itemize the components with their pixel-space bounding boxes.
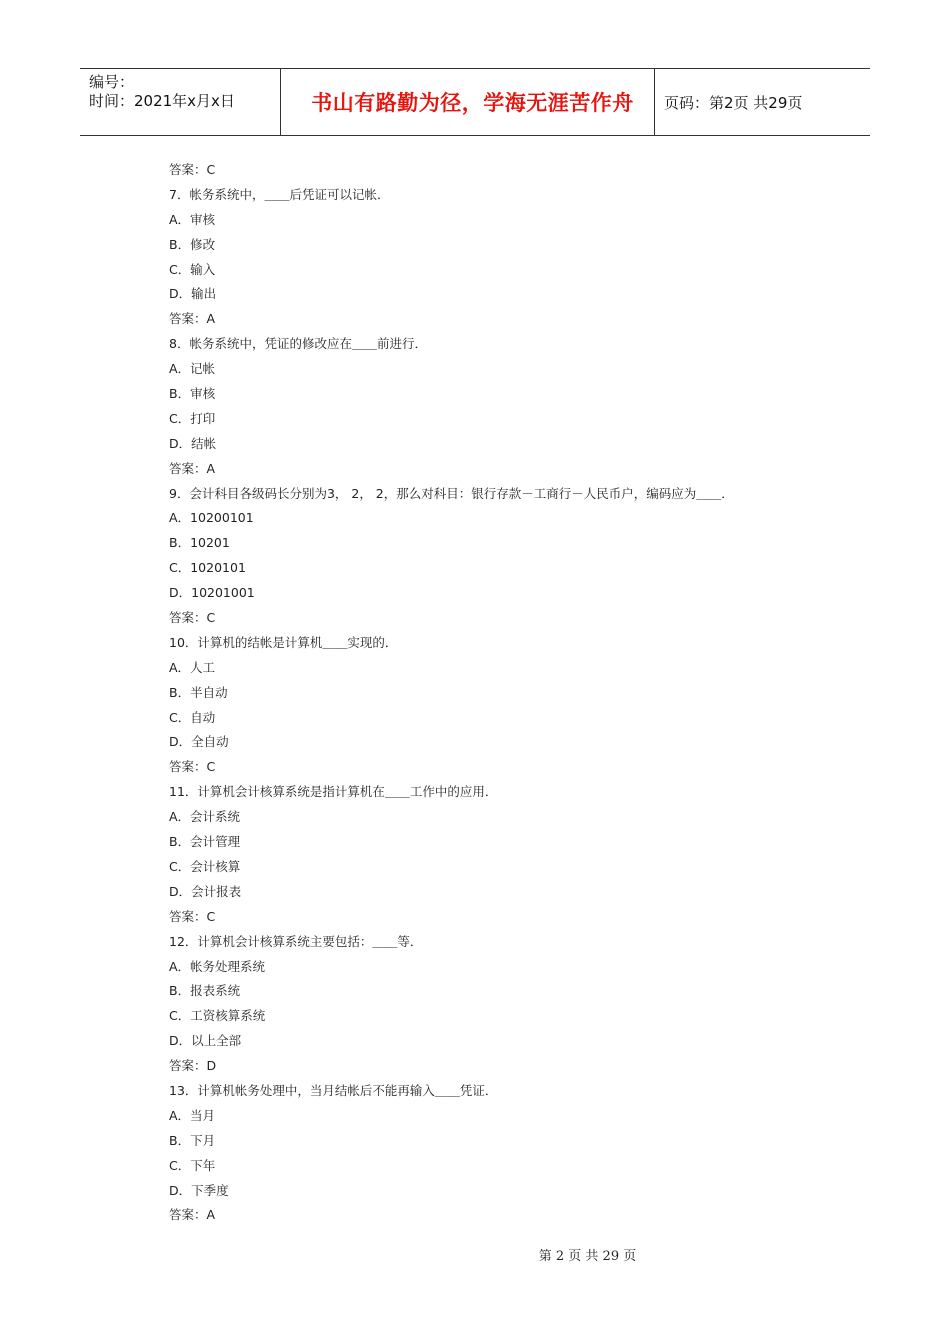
question-stem: 9．会计科目各级码长分别为3， 2， 2，那么对科目：银行存款－工商行－人民币户，编码应为＿＿． <box>169 485 734 501</box>
option-line: A．当月 <box>169 1107 216 1123</box>
question-stem: 11．计算机会计核算系统是指计算机在＿＿工作中的应用． <box>169 784 498 800</box>
footer-page-number: 第 2 页 共 29 页 <box>538 1249 637 1264</box>
option-line: A．帐务处理系统 <box>169 958 266 974</box>
option-line: D．全自动 <box>169 734 229 750</box>
option-line: B．修改 <box>169 236 216 252</box>
answer-line: 答案：C <box>169 610 216 626</box>
page-footer <box>0 1245 950 1264</box>
question-list <box>169 158 849 1228</box>
option-line: D．输出 <box>169 286 217 302</box>
answer-line: 答案：C <box>169 162 216 177</box>
option-line: A．审核 <box>169 211 216 227</box>
option-line: D．10201001 <box>169 585 255 601</box>
option-line: B．10201 <box>169 535 230 551</box>
header-motto-cell <box>281 69 655 135</box>
header-page-info: 页码：第2页 共29页 <box>664 93 803 112</box>
answer-line: 答案：C <box>169 908 216 924</box>
question-stem: 13．计算机帐务处理中，当月结帐后不能再输入＿＿凭证． <box>169 1082 498 1098</box>
option-line: C．下年 <box>169 1157 216 1173</box>
option-line: A．会计系统 <box>169 809 241 825</box>
option-line: D．以上全部 <box>169 1033 242 1049</box>
option-line: D．结帐 <box>169 435 217 451</box>
option-line: B．审核 <box>169 386 216 402</box>
page-header <box>80 68 870 136</box>
option-line: B．下月 <box>169 1132 216 1148</box>
answer-line: 答案：A <box>169 311 216 327</box>
option-line: C．打印 <box>169 410 216 426</box>
option-line: C．会计核算 <box>169 858 241 874</box>
option-line: B．会计管理 <box>169 834 241 850</box>
option-line: C．1020101 <box>169 560 246 576</box>
option-line: C．工资核算系统 <box>169 1008 266 1024</box>
answer-line: 答案：A <box>169 1207 216 1223</box>
header-motto: 书山有路勤为径，学海无涯苦作舟 <box>311 91 634 115</box>
question-stem: 12．计算机会计核算系统主要包括：＿＿等． <box>169 933 423 949</box>
header-meta <box>80 69 281 135</box>
question-stem: 7．帐务系统中，＿＿后凭证可以记帐． <box>169 186 390 202</box>
option-line: B．半自动 <box>169 684 228 700</box>
document-time-label: 时间：2021年x月x日 <box>89 92 235 110</box>
option-line: A．记帐 <box>169 361 216 377</box>
option-line: D．下季度 <box>169 1182 229 1198</box>
option-line: C．输入 <box>169 261 216 277</box>
document-number-label: 编号： <box>89 73 135 91</box>
answer-line: 答案：D <box>169 1058 217 1074</box>
option-line: A．人工 <box>169 659 216 675</box>
question-stem: 8．帐务系统中，凭证的修改应在＿＿前进行． <box>169 336 427 352</box>
option-line: D．会计报表 <box>169 883 242 899</box>
option-line: C．自动 <box>169 709 216 725</box>
option-line: A．10200101 <box>169 510 254 526</box>
answer-line: 答案：C <box>169 759 216 775</box>
answer-line: 答案：A <box>169 460 216 476</box>
question-stem: 10．计算机的结帐是计算机＿＿实现的． <box>169 634 398 650</box>
option-line: B．报表系统 <box>169 983 241 999</box>
